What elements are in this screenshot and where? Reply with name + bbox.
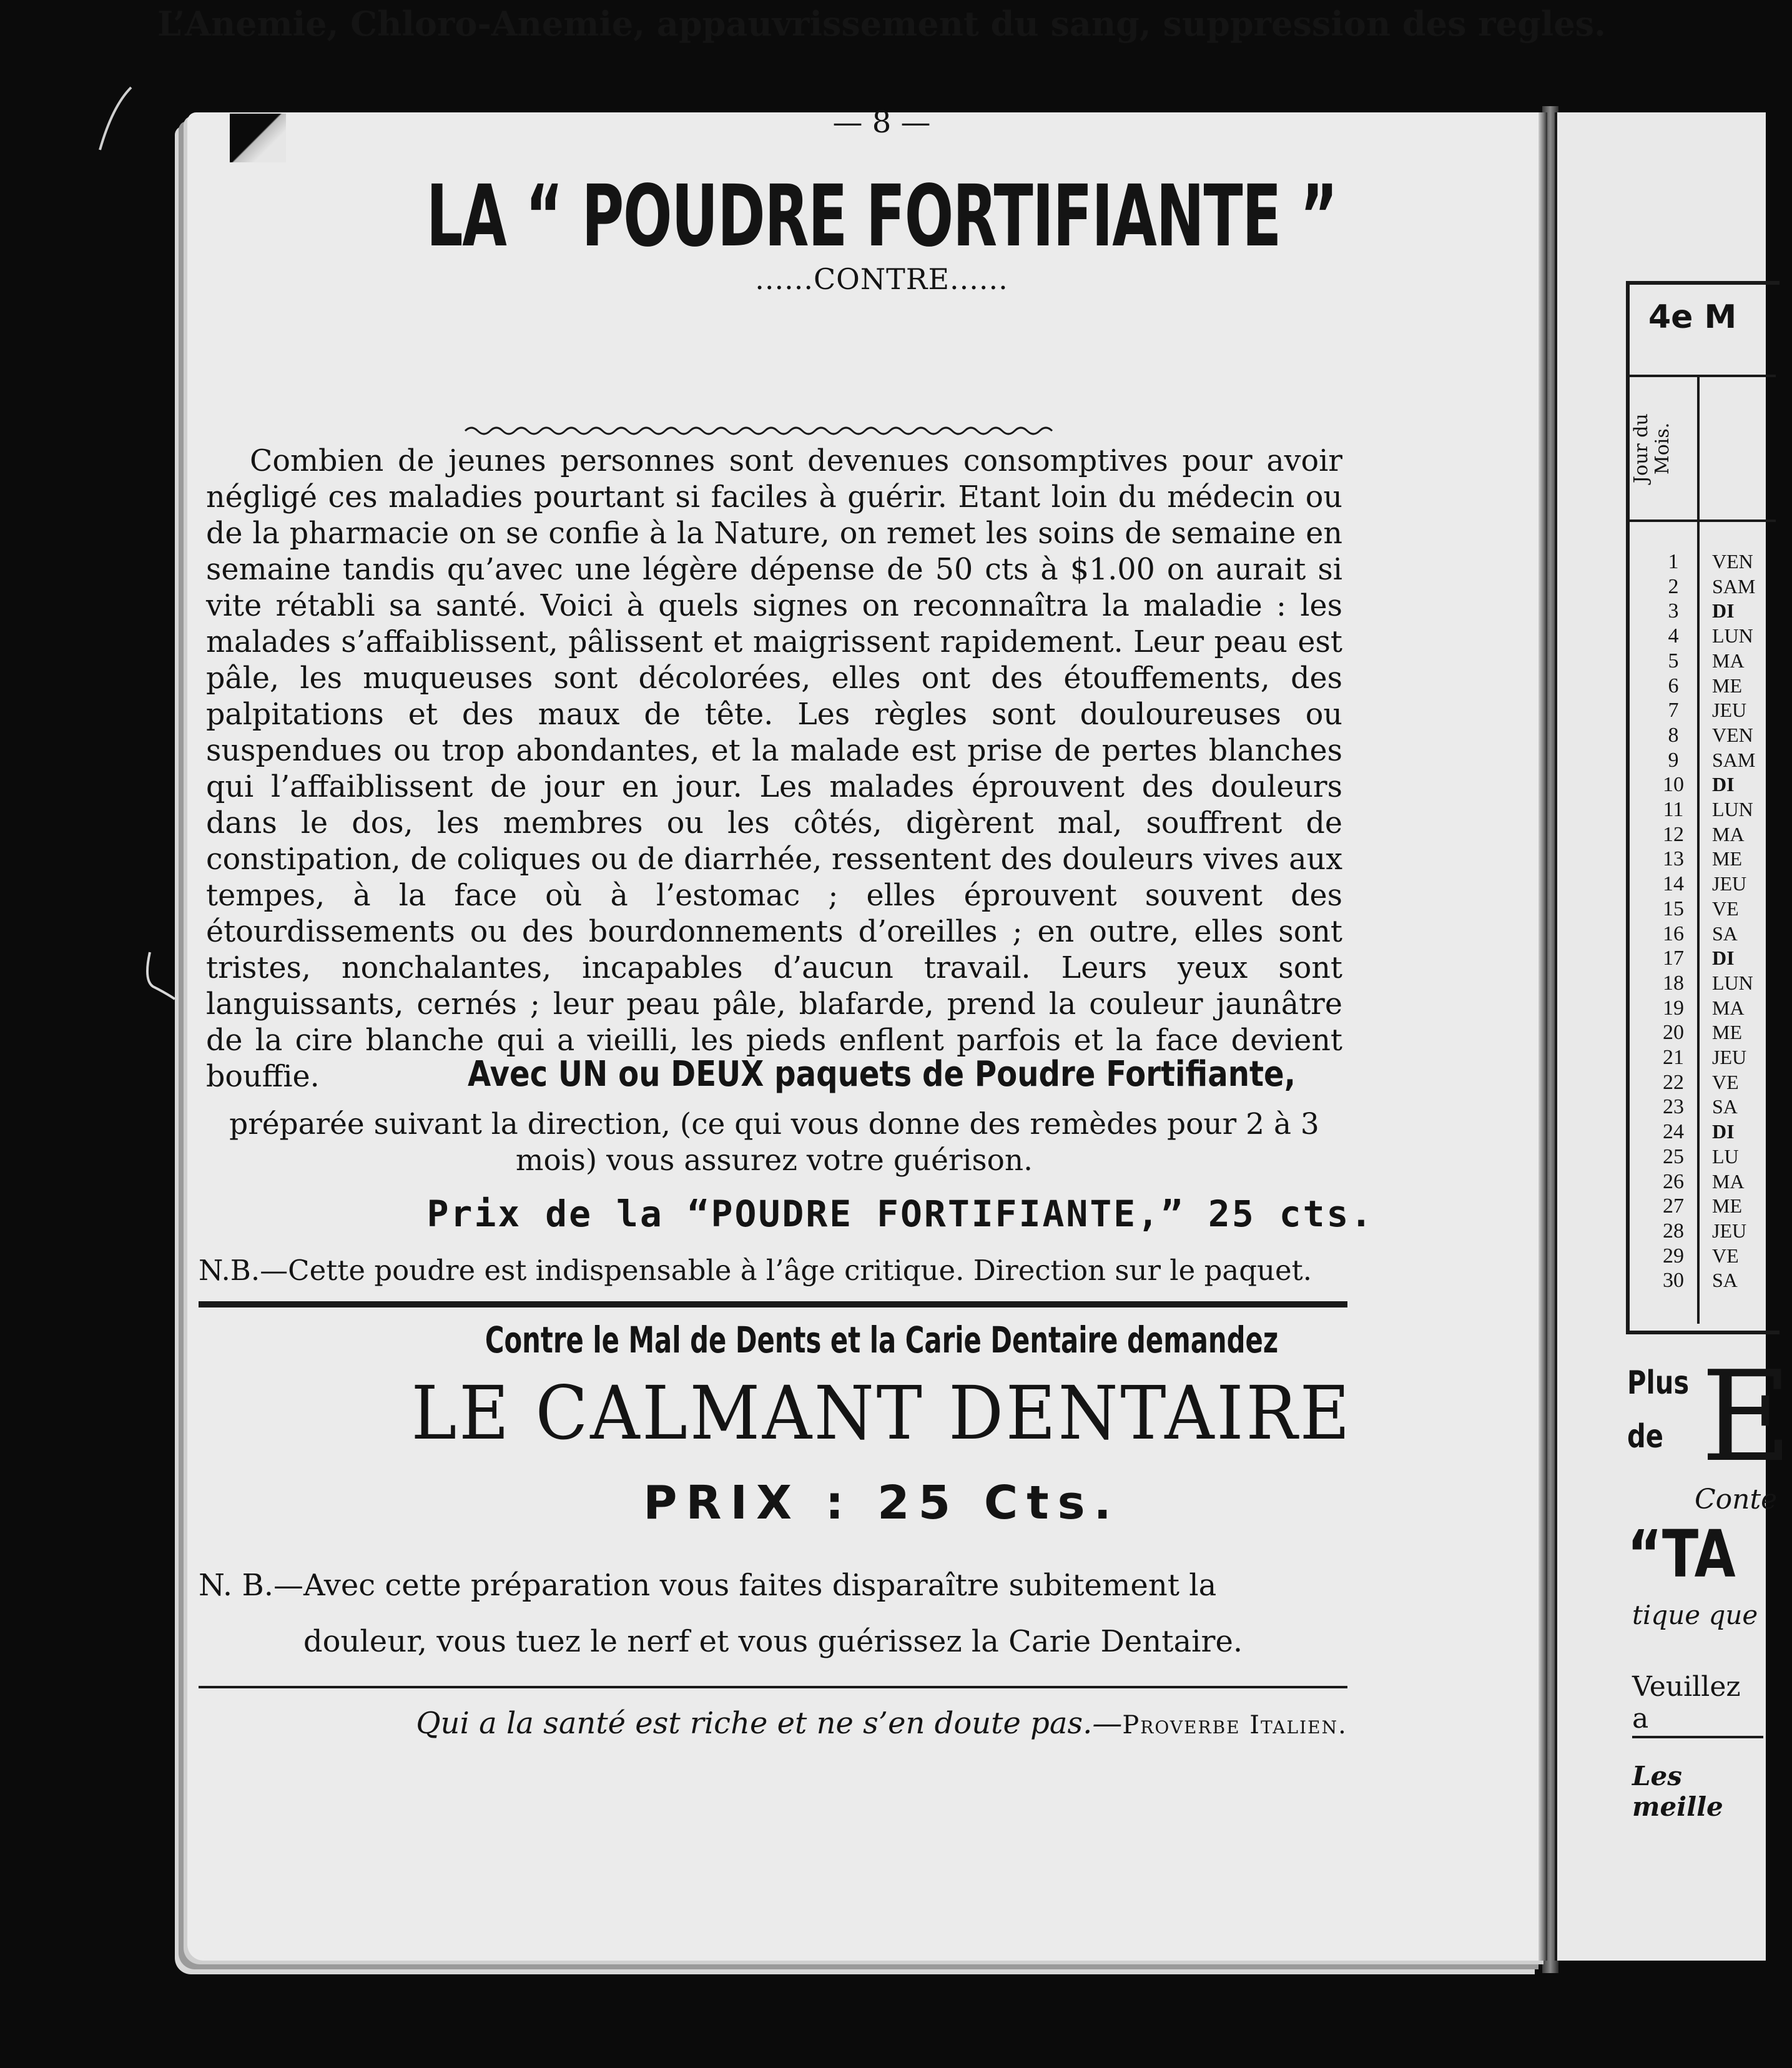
nota-bene-dental xyxy=(199,1557,1347,1670)
calendar-day-number: 26 xyxy=(1663,1169,1684,1193)
calendar-day-name: LU xyxy=(1712,1145,1739,1168)
calendar-day-number: 18 xyxy=(1663,971,1684,995)
calendar-day-number: 12 xyxy=(1663,822,1684,846)
calendar-day-number: 27 xyxy=(1663,1194,1684,1218)
wavy-divider xyxy=(465,423,1052,438)
dental-heading: Contre le Mal de Dents et la Carie Dentaire demandez xyxy=(485,1319,1279,1361)
page-number: — 8 — xyxy=(832,105,931,140)
plus-de-text xyxy=(1627,1356,1689,1464)
calendar-day-number: 22 xyxy=(1663,1070,1684,1094)
calendar-day-number: 14 xyxy=(1663,872,1684,896)
ta-heading: “TA xyxy=(1627,1516,1736,1592)
calendar-day-name: SAM xyxy=(1712,748,1756,771)
calendar-day-number: 1 xyxy=(1668,550,1679,573)
calendar-day-name: MA xyxy=(1712,649,1745,672)
calendar-day-number: 30 xyxy=(1663,1269,1684,1292)
calendar-day-number: 17 xyxy=(1663,947,1684,970)
calendar-day-name: DI xyxy=(1712,773,1735,796)
calendar-day-name: SA xyxy=(1712,922,1738,945)
calendar-day-number: 7 xyxy=(1668,699,1679,722)
calendar-day-name: SA xyxy=(1712,1269,1738,1292)
calendar-day-names xyxy=(1712,549,1775,1293)
calendar-day-name: SAM xyxy=(1712,574,1756,598)
conte-text: Conte xyxy=(1695,1484,1778,1515)
calendar-day-name: LUN xyxy=(1712,624,1753,647)
meilleurs-text: Les meille xyxy=(1632,1761,1723,1822)
calendar-day-name: DI xyxy=(1712,947,1735,970)
calendar-day-name: MA xyxy=(1712,996,1745,1019)
calendar-day-name: DI xyxy=(1712,1120,1735,1143)
calendar-day-numbers xyxy=(1648,549,1698,1293)
calendar-day-name: JEU xyxy=(1712,1046,1747,1069)
calendar-day-number: 9 xyxy=(1668,748,1679,772)
nota-bene-poudre: N.B.—Cette poudre est indispensable à l’âge critique. Direction sur le paquet. xyxy=(199,1254,1312,1287)
right-page-divider xyxy=(1632,1736,1763,1738)
calendar-day-number: 3 xyxy=(1668,599,1679,623)
calendar-day-name: LUN xyxy=(1712,798,1753,821)
calendar-day-number: 24 xyxy=(1663,1120,1684,1144)
calendar-day-number: 25 xyxy=(1663,1145,1684,1168)
veuillez-text: Veuillez a xyxy=(1632,1671,1741,1735)
calendar-heading: 4e M xyxy=(1648,298,1737,336)
calendar-day-name: VE xyxy=(1712,1244,1739,1267)
calendar-day-name: ME xyxy=(1712,1194,1742,1218)
body-paragraph: Combien de jeunes personnes sont devenues consomptives pour avoir négligé ces maladies pourtant si faciles à guérir. Etant loin du médecin ou de la pharmacie on se confie à la Nature, on remet les soins de semaine en semaine tandis qu’avec une légère dépense de 50 cts à $1.00 on aurait si vite rétabli sa santé. Voici à quels signes on reconnaîtra la maladie : les malades s’affaiblissent, pâlissent et maigrissent rapidement. Leur peau est pâle, les muqueuses sont décolorées, elles ont des étouffements, des palpitations et des maux de tête. Les règles sont douloureuses ou suspendues ou trop abondantes, et la malade est prise de pertes blanches qui l’affaiblissent de jour en jour. Les malades éprouvent des douleurs dans le dos, les membres ou les côtés, digèrent mal, souffrent de constipation, de coliques ou de diarrhée, ressentent des douleurs vives aux tempes, à la face où à l’estomac ; elles éprouvent souvent des étourdissements ou des bourdonnements d’oreilles ; en outre, elles sont tristes, nonchalantes, incapables d’aucun travail. Leurs yeux sont languissants, cernés ; leur peau pâle, blafarde, prend la couleur jaunâtre de la cire blanche qui a vieilli, les pieds enflent parfois et la face devient bouffie. xyxy=(206,444,1342,1094)
calendar-day-number: 8 xyxy=(1668,723,1679,747)
calendar-day-name: ME xyxy=(1712,1021,1742,1044)
calendar-day-name: VEN xyxy=(1712,723,1753,746)
calendar-day-name: VE xyxy=(1712,897,1739,920)
calendar-day-name: MA xyxy=(1712,1169,1745,1193)
calendar-day-number: 23 xyxy=(1663,1095,1684,1119)
calendar-day-number: 15 xyxy=(1663,897,1684,920)
proverb-text: Qui a la santé est riche et ne s’en doute pas.— xyxy=(416,1706,1123,1741)
dental-product-name: LE CALMANT DENTAIRE xyxy=(411,1370,1352,1456)
calendar-day-name: SA xyxy=(1712,1095,1738,1118)
calendar-day-name: VE xyxy=(1712,1070,1739,1093)
dental-price: PRIX : 25 Cts. xyxy=(643,1476,1120,1530)
calendar-day-number: 6 xyxy=(1668,674,1679,697)
tique-text: tique que xyxy=(1632,1600,1758,1630)
contre-line: ......CONTRE...... xyxy=(755,262,1008,296)
calendar-day-name: JEU xyxy=(1712,872,1747,895)
dosage-line: Avec UN ou DEUX paquets de Poudre Fortifiante, xyxy=(468,1054,1296,1095)
calendar-day-name: ME xyxy=(1712,674,1742,697)
section-divider xyxy=(199,1301,1347,1307)
calendar-day-number: 10 xyxy=(1663,773,1684,797)
de-text: de xyxy=(1627,1418,1663,1455)
calendar-day-number: 29 xyxy=(1663,1244,1684,1268)
calendar-day-name: DI xyxy=(1712,599,1735,623)
calendar-day-name: ME xyxy=(1712,847,1742,870)
calendar-day-number: 4 xyxy=(1668,624,1679,648)
calendar-day-name: JEU xyxy=(1712,1219,1747,1242)
calendar-day-number: 13 xyxy=(1663,847,1684,871)
calendar-day-number: 5 xyxy=(1668,649,1679,672)
calendar-day-number: 20 xyxy=(1663,1021,1684,1045)
page-title: LA “ POUDRE FORTIFIANTE ” xyxy=(426,167,1337,266)
preparation-line: préparée suivant la direction, (ce qui vous donne des remèdes pour 2 à 3 mois) vous assurez votre guérison. xyxy=(229,1107,1319,1178)
calendar-day-name: LUN xyxy=(1712,971,1753,994)
nota-bene-dental-line1: N. B.—Avec cette préparation vous faites disparaître subitement la xyxy=(199,1568,1217,1603)
price-line: Prix de la “POUDRE FORTIFIANTE,” 25 cts. xyxy=(426,1193,1374,1235)
proverb-source: Proverbe Italien. xyxy=(1122,1711,1347,1740)
calendar-day-number: 2 xyxy=(1668,574,1679,598)
large-letter: E xyxy=(1701,1344,1792,1490)
calendar-day-number: 19 xyxy=(1663,996,1684,1020)
calendar-day-name: MA xyxy=(1712,822,1745,845)
proverb xyxy=(0,1706,1763,1741)
nota-bene-dental-line2: douleur, vous tuez le nerf et vous guérissez la Carie Dentaire. xyxy=(303,1624,1243,1659)
calendar-day-name: JEU xyxy=(1712,699,1747,722)
calendar-day-number: 16 xyxy=(1663,922,1684,945)
subheadline: L’Anemie, Chloro-Anemie, appauvrissement du sang, suppression des regles. xyxy=(157,4,1606,44)
footer-divider xyxy=(199,1686,1347,1688)
calendar-day-number: 28 xyxy=(1663,1219,1684,1243)
calendar-day-name: VEN xyxy=(1712,550,1753,573)
calendar-day-number: 11 xyxy=(1663,798,1684,822)
calendar-column-label: Jour du Mois. xyxy=(1630,413,1673,483)
calendar-day-number: 21 xyxy=(1663,1046,1684,1070)
plus-text: Plus xyxy=(1627,1364,1690,1402)
